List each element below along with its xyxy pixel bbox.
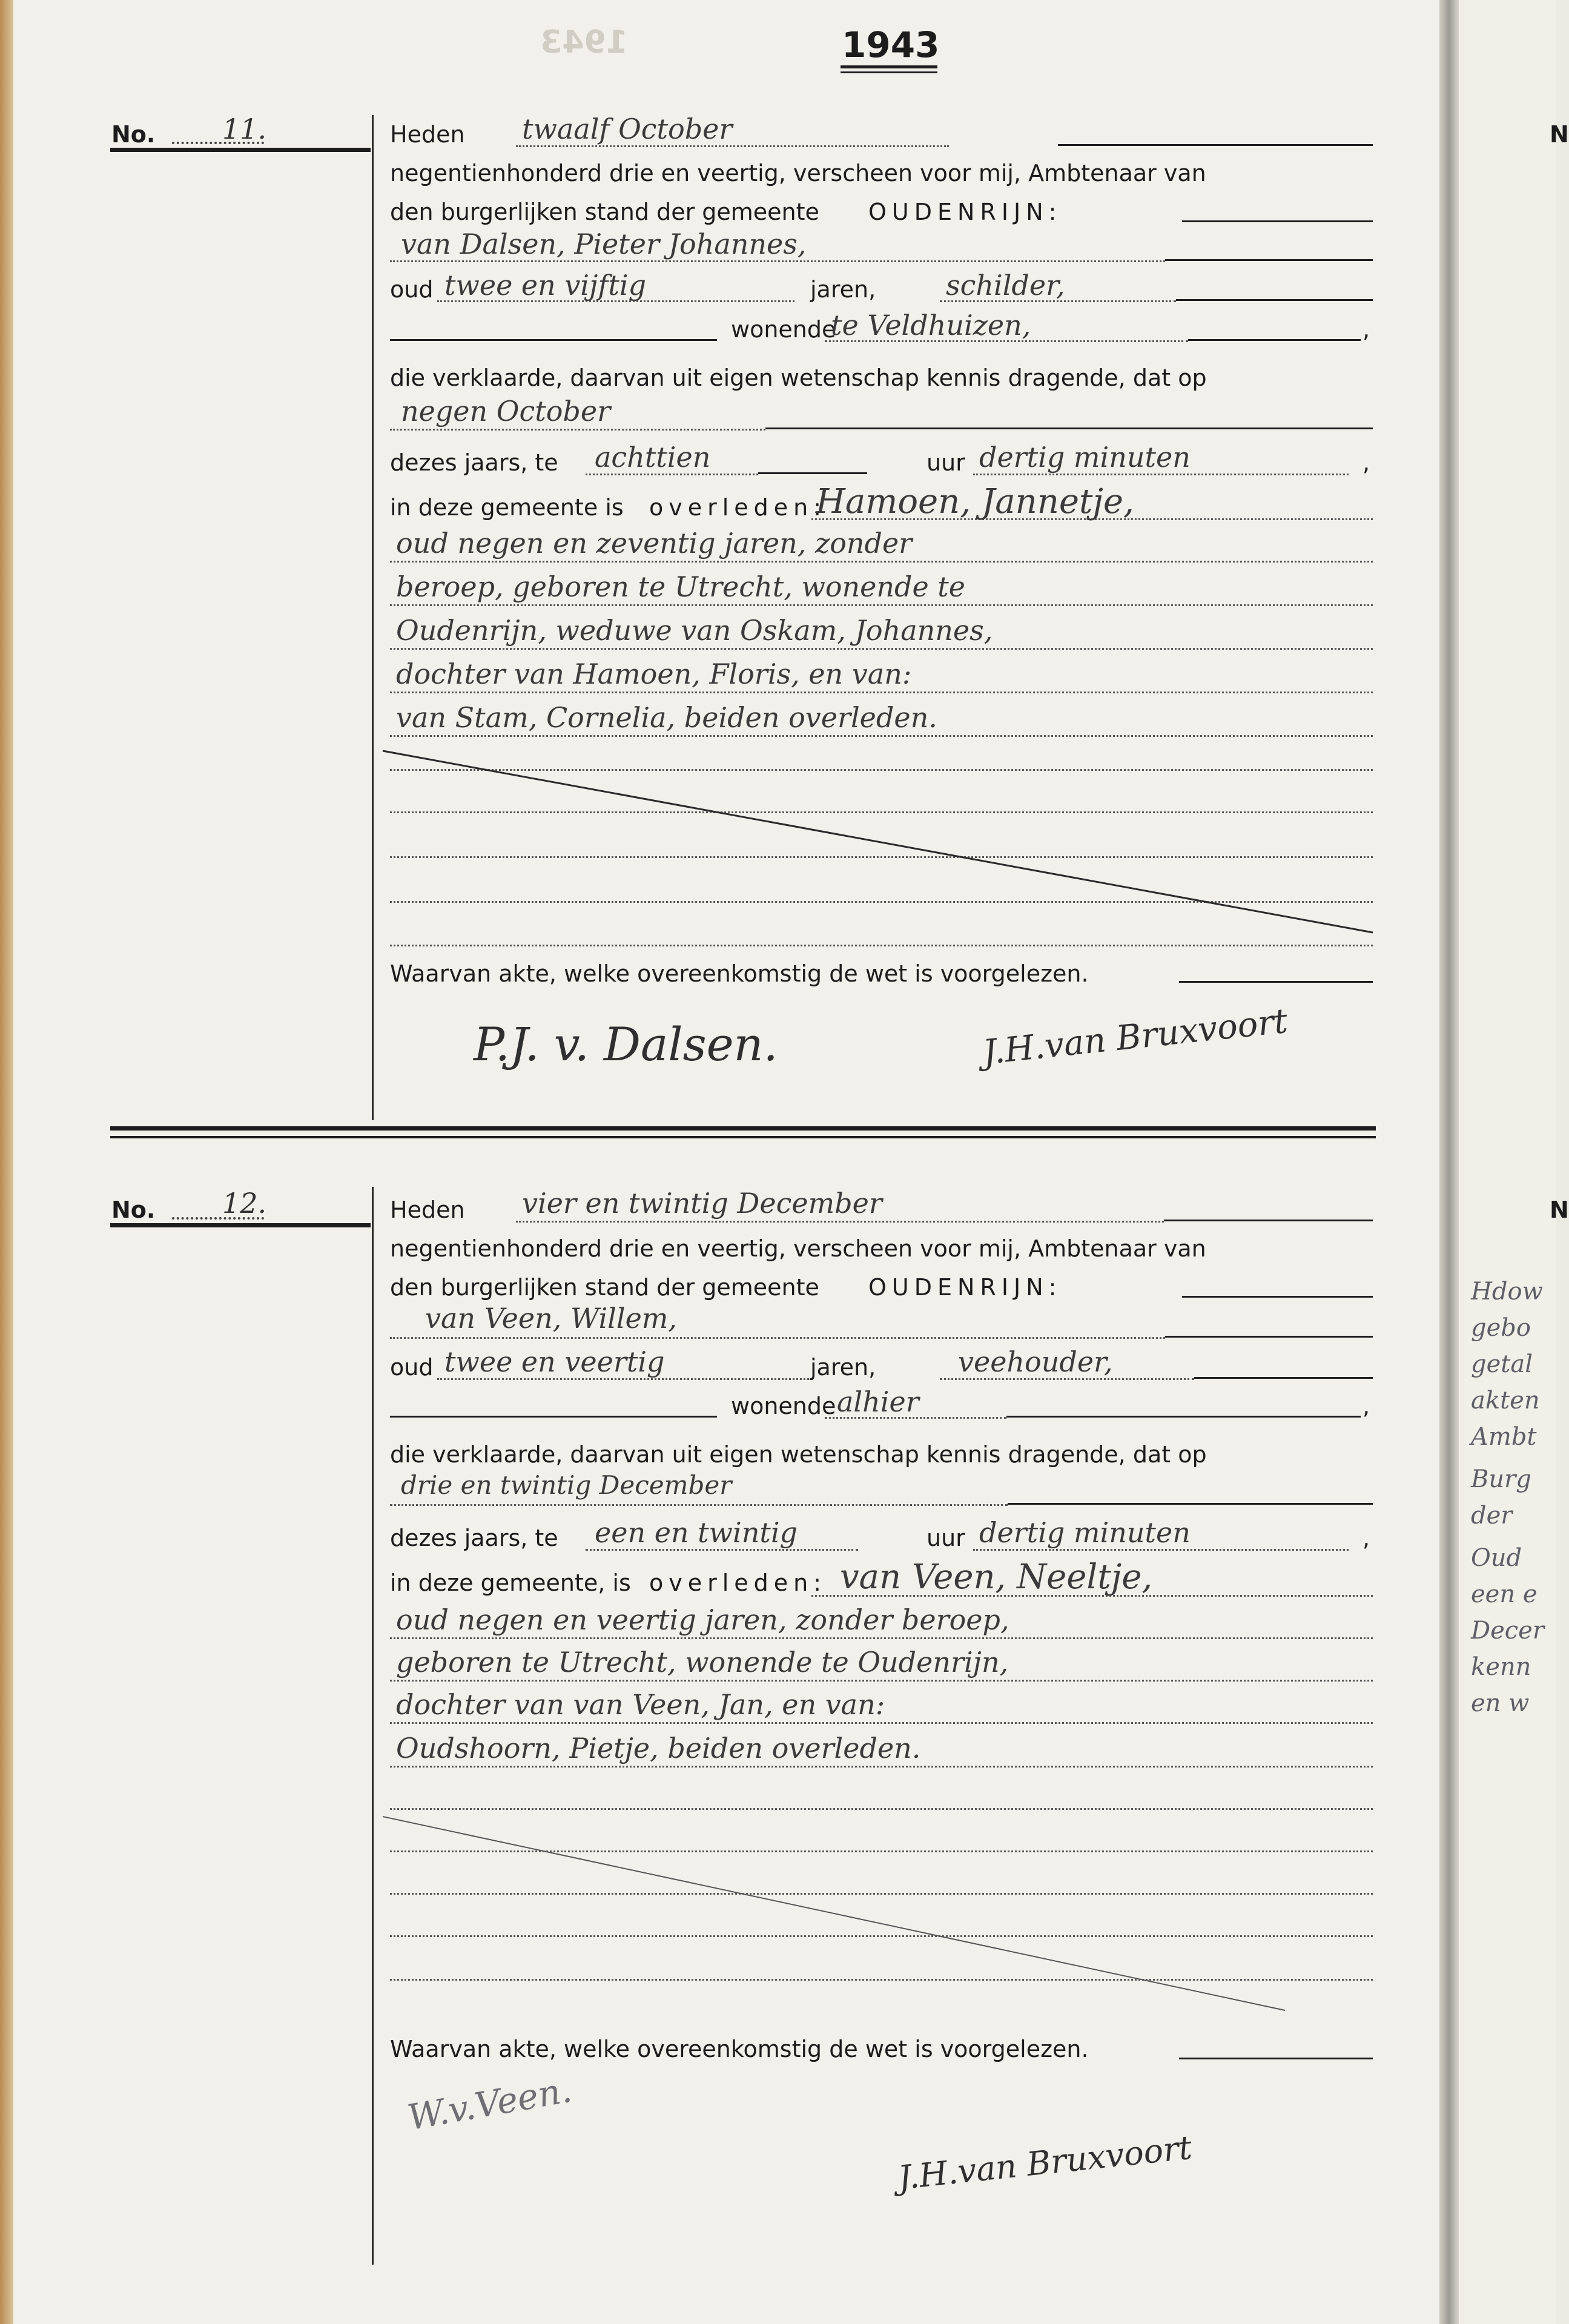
comparant-handwritten: van Dalsen, Pieter Johannes, xyxy=(401,228,807,260)
bleed-through-year: 1943 xyxy=(540,24,628,61)
record-number-label: No. xyxy=(111,1197,156,1223)
strike-line xyxy=(383,1817,1285,2010)
facing-handwriting: der xyxy=(1471,1502,1513,1530)
printed-line: die verklaarde, daarvan uit eigen wetenschap kennis dragende, dat op xyxy=(390,1441,1207,1468)
comma: , xyxy=(1363,1393,1370,1419)
minutes-handwritten: dertig minuten xyxy=(979,441,1191,474)
deceased-name-handwritten: van Veen, Neeltje, xyxy=(840,1557,1153,1597)
printed-line: negentienhonderd drie en veertig, verscheen voor mij, Ambtenaar van xyxy=(390,1235,1206,1262)
jaren-label: jaren, xyxy=(810,1354,876,1381)
facing-handwriting: Ambt xyxy=(1471,1423,1537,1451)
municipality-name: OUDENRIJN: xyxy=(868,1274,1062,1301)
age-handwritten: twee en veertig xyxy=(444,1345,665,1378)
printed-line: in deze gemeente is xyxy=(390,494,624,521)
printed-line: in deze gemeente, is xyxy=(390,1570,631,1596)
heden-label: Heden xyxy=(390,1197,465,1223)
printed-line: den burgerlijken stand der gemeente xyxy=(390,1274,819,1301)
municipality-name: OUDENRIJN: xyxy=(868,199,1062,225)
book-edge xyxy=(0,0,13,2324)
wonende-label: wonende xyxy=(731,1393,836,1419)
page-year: 1943 xyxy=(842,24,940,65)
overleden-label: overleden: xyxy=(649,494,827,521)
facing-handwriting: en w xyxy=(1471,1689,1530,1717)
death-date-handwritten: drie en twintig December xyxy=(401,1470,732,1500)
facing-no-label: N xyxy=(1550,121,1569,148)
occupation-handwritten: schilder, xyxy=(946,269,1065,302)
official-signature: J.H.van Bruxvoort xyxy=(980,1001,1290,1073)
dezes-label: dezes jaars, te xyxy=(390,449,558,476)
record-number: 11. xyxy=(222,113,267,145)
date-handwritten: vier en twintig December xyxy=(522,1187,882,1220)
facing-handwriting: Burg xyxy=(1471,1465,1531,1493)
facing-handwriting: akten xyxy=(1471,1387,1540,1415)
details-line: oud negen en veertig jaren, zonder beroep, xyxy=(396,1603,1009,1636)
comma: , xyxy=(1363,316,1370,343)
jaren-label: jaren, xyxy=(810,276,876,303)
details-line: Oudenrijn, weduwe van Oskam, Johannes, xyxy=(396,614,993,647)
oud-label: oud xyxy=(390,276,434,303)
record-number: 12. xyxy=(222,1187,267,1220)
comma: , xyxy=(1363,449,1370,476)
waarvan-akte-line: Waarvan akte, welke overeenkomstig de wet is voorgelezen. xyxy=(390,2036,1089,2062)
details-line: oud negen en zeventig jaren, zonder xyxy=(396,527,913,560)
occupation-handwritten: veehouder, xyxy=(958,1345,1113,1378)
comparant-signature: W.v.Veen. xyxy=(405,2068,575,2139)
facing-handwriting: Hdow xyxy=(1471,1278,1543,1306)
details-line: dochter van Hamoen, Floris, en van: xyxy=(396,658,912,690)
comparant-handwritten: van Veen, Willem, xyxy=(425,1302,678,1335)
death-date-handwritten: negen October xyxy=(401,395,611,427)
details-line: dochter van van Veen, Jan, en van: xyxy=(396,1688,885,1721)
facing-handwriting: Oud xyxy=(1471,1544,1522,1572)
residence-handwritten: te Veldhuizen, xyxy=(831,309,1031,342)
printed-line: die verklaarde, daarvan uit eigen wetenschap kennis dragende, dat op xyxy=(390,365,1207,391)
uur-label: uur xyxy=(927,1525,965,1551)
strike-line xyxy=(383,751,1373,933)
record-number-label: No. xyxy=(111,121,156,148)
age-handwritten: twee en vijftig xyxy=(444,269,647,302)
details-line: Oudshoorn, Pietje, beiden overleden. xyxy=(396,1732,921,1764)
book-gutter xyxy=(1439,0,1459,2324)
uur-label: uur xyxy=(927,449,965,476)
oud-label: oud xyxy=(390,1354,434,1381)
date-handwritten: twaalf October xyxy=(522,113,733,145)
comparant-signature: P.J. v. Dalsen. xyxy=(474,1017,778,1071)
hour-handwritten: een en twintig xyxy=(595,1516,798,1549)
facing-no-label: N xyxy=(1550,1197,1569,1223)
comma: , xyxy=(1363,1525,1370,1551)
details-line: van Stam, Cornelia, beiden overleden. xyxy=(396,701,937,734)
residence-handwritten: alhier xyxy=(837,1385,919,1418)
hour-handwritten: achttien xyxy=(595,441,711,474)
waarvan-akte-line: Waarvan akte, welke overeenkomstig de wet is voorgelezen. xyxy=(390,960,1089,987)
facing-page xyxy=(1459,0,1569,2324)
heden-label: Heden xyxy=(390,121,465,148)
facing-handwriting: gebo xyxy=(1471,1314,1531,1342)
details-line: geboren te Utrecht, wonende te Oudenrijn, xyxy=(396,1646,1009,1679)
official-signature: J.H.van Bruxvoort xyxy=(896,2128,1194,2197)
printed-line: negentienhonderd drie en veertig, verscheen voor mij, Ambtenaar van xyxy=(390,160,1206,187)
overleden-label: overleden: xyxy=(649,1570,827,1596)
details-line: beroep, geboren te Utrecht, wonende te xyxy=(396,570,965,603)
deceased-name-handwritten: Hamoen, Jannetje, xyxy=(816,482,1134,521)
facing-handwriting: getal xyxy=(1471,1350,1533,1378)
facing-handwriting: Decer xyxy=(1471,1617,1544,1645)
facing-handwriting: een e xyxy=(1471,1580,1538,1608)
strike-lines xyxy=(13,0,1439,2324)
dezes-label: dezes jaars, te xyxy=(390,1525,558,1551)
printed-line: den burgerlijken stand der gemeente xyxy=(390,199,819,225)
wonende-label: wonende xyxy=(731,316,836,343)
facing-handwriting: kenn xyxy=(1471,1653,1531,1681)
minutes-handwritten: dertig minuten xyxy=(979,1516,1191,1549)
register-page xyxy=(13,0,1439,2324)
